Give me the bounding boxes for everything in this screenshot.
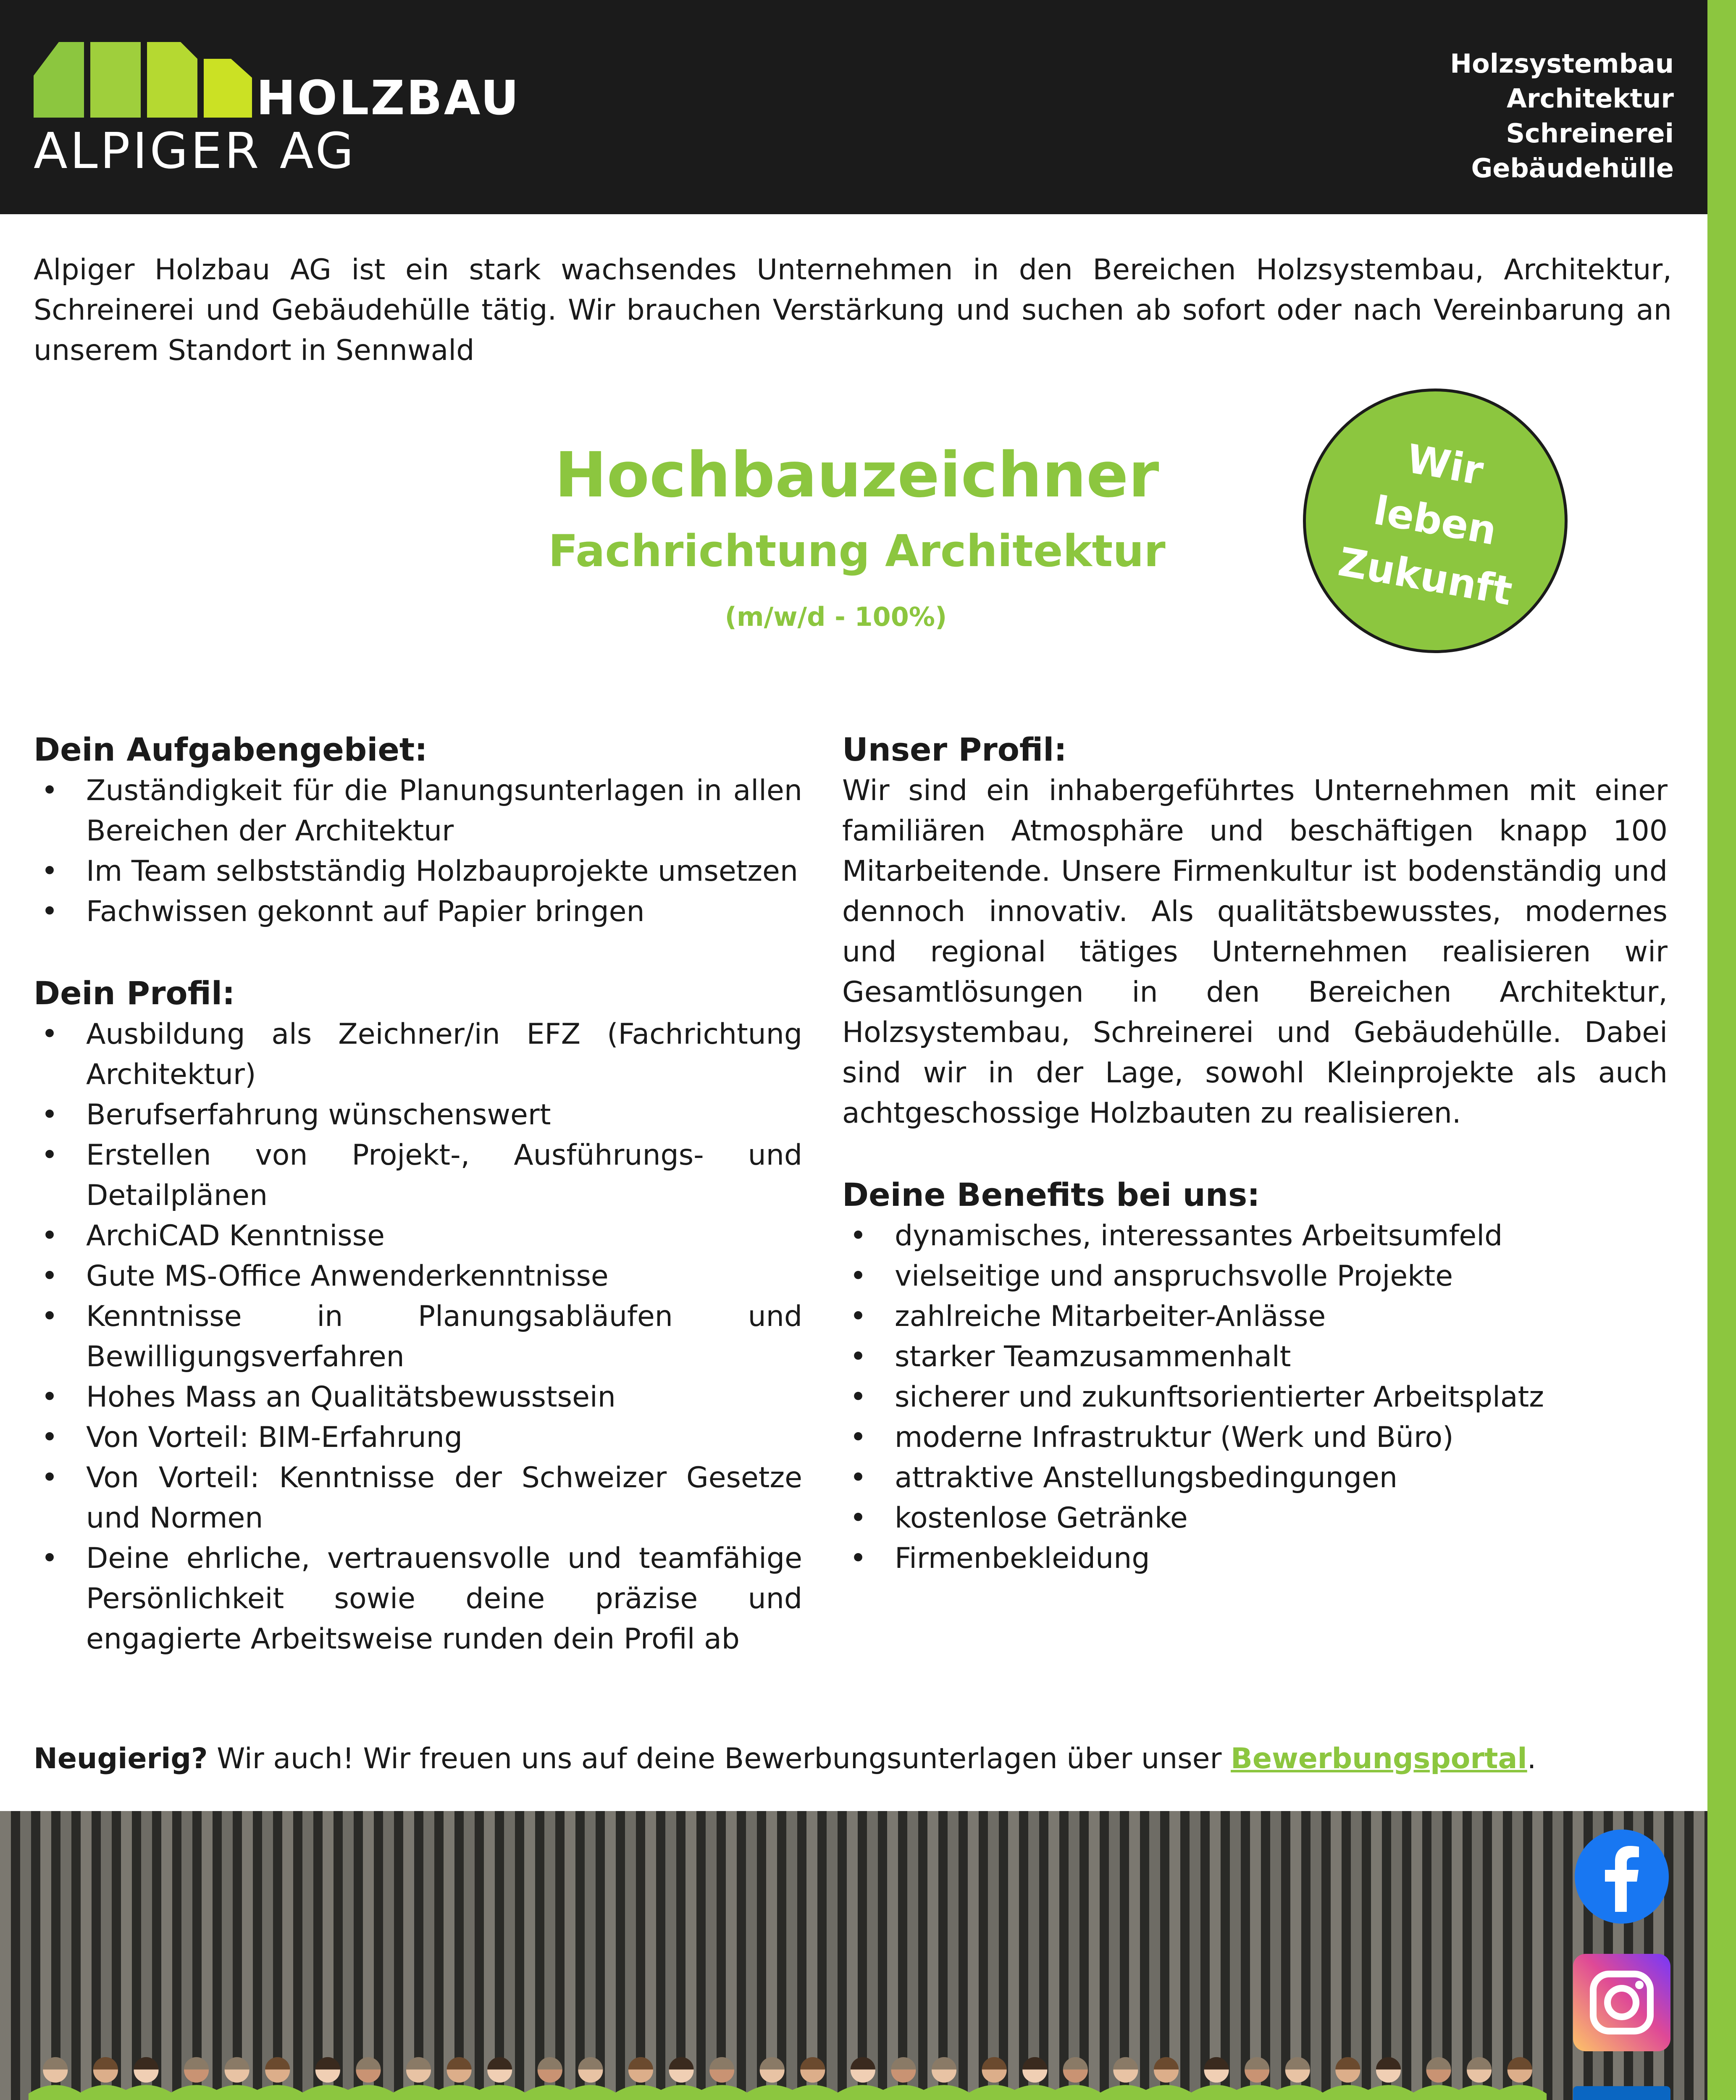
list-item: • Fachwissen gekonnt auf Papier bringen xyxy=(41,895,645,928)
slogan-badge xyxy=(1303,388,1568,653)
cta-text: Wir auch! Wir freuen uns auf deine Bewerbungsunterlagen über unser xyxy=(207,1742,1231,1775)
list-item: • Deine ehrliche, vertrauensvolle und teamfähige Persönlichkeit sowie deine präzise und engagierte Arbeitsweise runden dein Profil ab xyxy=(41,1542,802,1656)
badge-line: Zukunft xyxy=(1335,539,1516,614)
team-photo-illustration xyxy=(0,1811,1707,2100)
linkedin-icon[interactable] xyxy=(1573,2086,1670,2100)
badge-line: Wir xyxy=(1403,436,1487,494)
cta-lead: Neugierig? xyxy=(34,1742,208,1775)
benefits-heading: Deine Benefits bei uns: xyxy=(842,1176,1260,1213)
list-item: • sicherer und zukunftsorientierter Arbeitsplatz xyxy=(850,1381,1544,1414)
list-item: • Ausbildung als Zeichner/in EFZ (Fachrichtung Architektur) xyxy=(41,1018,802,1091)
logo-holzbau-text: HOLZBAU xyxy=(256,71,521,126)
list-item: • zahlreiche Mitarbeiter-Anlässe xyxy=(850,1300,1326,1333)
call-to-action: Neugierig? Wir auch! Wir freuen uns auf deine Bewerbungsunterlagen über unser Bewerbungsportal. xyxy=(34,1742,1536,1775)
facebook-icon[interactable] xyxy=(1573,1828,1670,1925)
list-item: • Zuständigkeit für die Planungsunterlagen in allen Bereichen der Architektur xyxy=(41,774,802,848)
list-item: • attraktive Anstellungsbedingungen xyxy=(850,1461,1397,1494)
list-item: • starker Teamzusammenhalt xyxy=(850,1340,1291,1373)
job-title: Hochbauzeichner xyxy=(554,439,1159,511)
profile-list xyxy=(34,1014,802,1659)
tasks-heading: Dein Aufgabengebiet: xyxy=(34,731,428,768)
list-item: • Firmenbekleidung xyxy=(850,1542,1150,1575)
service-item: Architektur xyxy=(1507,83,1674,114)
benefits-list xyxy=(842,1216,1668,1579)
company-logo[interactable] xyxy=(34,38,521,181)
left-column xyxy=(34,729,802,1659)
list-item: • Im Team selbstständig Holzbauprojekte umsetzen xyxy=(41,855,798,888)
profile-heading: Dein Profil: xyxy=(34,974,235,1012)
service-list xyxy=(1450,46,1674,186)
service-item: Gebäudehülle xyxy=(1471,153,1674,184)
intro-paragraph: Alpiger Holzbau AG ist ein stark wachsendes Unternehmen in den Bereichen Holzsystembau, Architektur, Schreinerei und Gebäudehülle tätig. Wir brauchen Verstärkung und suchen ab sofort oder nach Vereinbarung an unserem Standort in Sennwald xyxy=(34,253,1672,367)
logo-company-text: ALPIGER AG xyxy=(34,122,356,180)
tasks-list xyxy=(34,771,802,932)
list-item: • Erstellen von Projekt-, Ausführungs- und Detailplänen xyxy=(41,1139,802,1212)
service-item: Holzsystembau xyxy=(1450,48,1674,79)
list-item: • Gute MS-Office Anwenderkenntnisse xyxy=(41,1260,609,1293)
list-item: • Von Vorteil: Kenntnisse der Schweizer Gesetze und Normen xyxy=(41,1461,802,1535)
header-bar xyxy=(0,0,1707,214)
list-item: • ArchiCAD Kenntnisse xyxy=(41,1219,385,1252)
company-description: Wir sind ein inhabergeführtes Unternehmen mit einer familiären Atmosphäre und beschäftigen knapp 100 Mitarbeitende. Unsere Firmenkultur ist bodenständig und dennoch innovativ. Als qualitätsbewusstes, modernes und regional tätiges Unternehmen realisieren wir Gesamtlösungen in den Bereichen Architektur, Holzsystembau, Schreinerei und Gebäudehülle. Dabei sind wir in der Lage, sowohl Kleinprojekte als auch achtgeschossige Holzbauten zu realisieren. xyxy=(842,774,1668,1130)
job-workload: (m/w/d - 100%) xyxy=(725,601,947,632)
list-item: • dynamisches, interessantes Arbeitsumfeld xyxy=(850,1219,1503,1252)
application-portal-link[interactable]: Bewerbungsportal xyxy=(1231,1742,1527,1775)
badge-line: leben xyxy=(1370,487,1500,554)
list-item: • Hohes Mass an Qualitätsbewusstsein xyxy=(41,1381,616,1414)
list-item: • moderne Infrastruktur (Werk und Büro) xyxy=(850,1421,1454,1454)
list-item: • kostenlose Getränke xyxy=(850,1502,1188,1535)
list-item: • Berufserfahrung wünschenswert xyxy=(41,1098,551,1131)
company-heading: Unser Profil: xyxy=(842,731,1067,768)
list-item: • vielseitige und anspruchsvolle Projekte xyxy=(850,1260,1453,1293)
team-photo xyxy=(0,1811,1707,2100)
list-item: • Kenntnisse in Planungsabläufen und Bewilligungsverfahren xyxy=(41,1300,802,1373)
green-side-strip xyxy=(1707,0,1736,2100)
instagram-icon[interactable] xyxy=(1573,1954,1670,2051)
logo-bars-graphic xyxy=(34,38,269,122)
right-column xyxy=(842,729,1668,1579)
service-item: Schreinerei xyxy=(1506,118,1674,149)
job-subtitle: Fachrichtung Architektur xyxy=(548,525,1166,577)
list-item: • Von Vorteil: BIM-Erfahrung xyxy=(41,1421,463,1454)
